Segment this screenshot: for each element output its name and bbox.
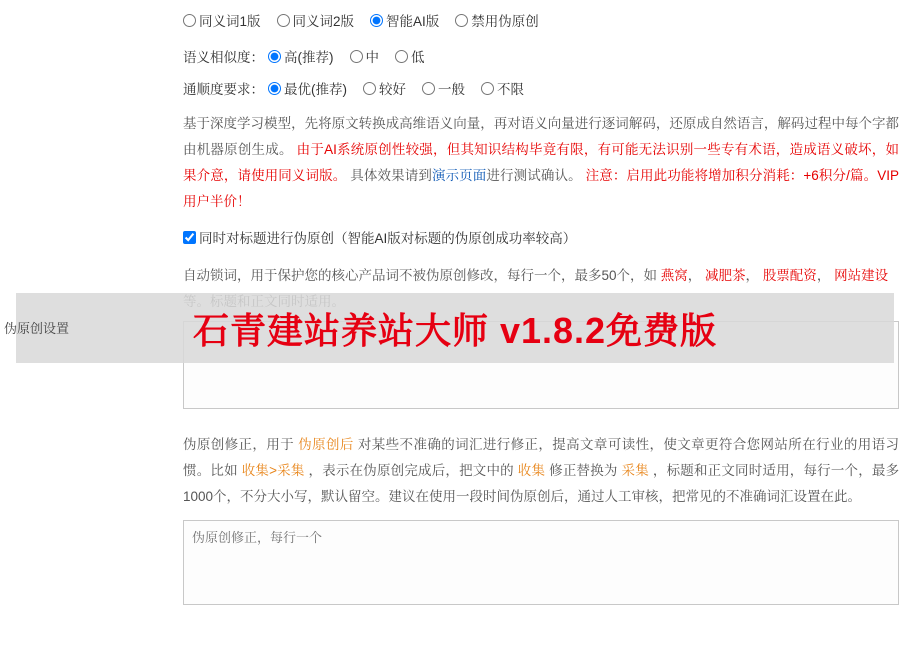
fluency-row <box>183 78 899 98</box>
correction-textarea[interactable] <box>183 520 899 605</box>
mode-radio-group <box>183 0 899 34</box>
fluency-radio-normal[interactable] <box>422 82 435 95</box>
corr-p9: ，标题和正文同时适用，每行一个，最多1000个，不分大小写，默认留空。建议在使用一段时间伪原创后，通过人工审核，把常见的不准确词汇设置在此。 <box>183 463 900 504</box>
similarity-radio-medium[interactable] <box>350 50 363 63</box>
lock-desc-prefix: 自动锁词，用于保护您的核心产品词不被伪原创修改，每行一个，最多50个，如 <box>183 268 658 283</box>
fluency-radio-unlimited[interactable] <box>481 82 494 95</box>
ai-description-text <box>183 111 899 215</box>
title-pseudo-original-row[interactable] <box>183 227 899 247</box>
fluency-label-normal: 一般 <box>438 82 465 97</box>
similarity-radio-group <box>268 46 425 66</box>
lock-keyword-4: 网站建设 <box>834 268 889 283</box>
similarity-row <box>183 46 899 66</box>
similarity-label-medium: 中 <box>365 50 379 65</box>
fluency-label-unlimited: 不限 <box>497 82 524 97</box>
section-side-label: 伪原创设置 <box>4 321 70 336</box>
fluency-label: 通顺度要求： <box>183 82 264 97</box>
fluency-label-good: 较好 <box>379 82 406 97</box>
desc-part3: 具体效果请到 <box>350 168 432 183</box>
mode-radio-synonym1[interactable] <box>183 14 196 27</box>
lock-keyword-2: 减肥茶 <box>705 268 746 283</box>
demo-page-link[interactable]: 演示页面 <box>431 168 487 183</box>
fluency-option-best[interactable] <box>268 78 347 98</box>
similarity-option-medium[interactable] <box>350 46 380 66</box>
corr-p2: 伪原创后 <box>298 437 354 452</box>
similarity-radio-low[interactable] <box>395 50 408 63</box>
similarity-radio-high[interactable] <box>268 50 281 63</box>
similarity-option-low[interactable] <box>395 46 425 66</box>
fluency-radio-group <box>268 78 524 98</box>
mode-option-synonym2[interactable] <box>277 10 355 30</box>
corr-p7: 修正替换为 <box>549 463 618 478</box>
corr-p8: 采集 <box>621 463 649 478</box>
fluency-radio-best[interactable] <box>268 82 281 95</box>
mode-radio-disable[interactable] <box>455 14 468 27</box>
mode-radio-ai[interactable] <box>370 14 383 27</box>
mode-label-disable: 禁用伪原创 <box>471 14 539 29</box>
lock-words-description: 自动锁词，用于保护您的核心产品词不被伪原创修改，每行一个，最多50个，如 燕窝， 减肥茶， 股票配资， 网站建设 <box>183 263 899 315</box>
desc-part4: 进行测试确认。 <box>486 168 582 183</box>
similarity-label-low: 低 <box>411 50 425 65</box>
title-pseudo-original-checkbox[interactable] <box>183 231 196 244</box>
lock-keyword-3: 股票配资 <box>762 268 817 283</box>
mode-option-disable[interactable] <box>455 10 539 30</box>
similarity-label: 语义相似度： <box>183 50 264 65</box>
fluency-label-best: 最优(推荐) <box>284 82 347 97</box>
corr-p1: 伪原创修正，用于 <box>183 437 295 452</box>
desc-part1: 基于深度学习模型，先将原文转换成高维语义向量，再对语义向量进行逐词解码，还原成自然语言，解码过程中每个字都由机器原创生成。 <box>183 116 899 157</box>
mode-label-synonym2: 同义词2版 <box>292 14 355 29</box>
corr-p4: 收集>采集 <box>241 463 305 478</box>
similarity-label-high: 高(推荐) <box>284 50 334 65</box>
desc-part2: 由于AI系统原创性较强，但其知识结构毕竟有限，有可能无法识别一些专有术语，造成语义破坏，如果介意，请使用同义词版。 <box>183 142 899 183</box>
mode-option-ai[interactable] <box>370 10 439 30</box>
fluency-option-unlimited[interactable] <box>481 78 524 98</box>
similarity-option-high[interactable] <box>268 46 334 66</box>
fluency-radio-good[interactable] <box>363 82 376 95</box>
lock-keyword-1: 燕窝 <box>660 268 688 283</box>
mode-option-synonym1[interactable] <box>183 10 261 30</box>
title-pseudo-original-label: 同时对标题进行伪原创（智能AI版对标题的伪原创成功率较高） <box>199 231 577 246</box>
mode-radio-synonym2[interactable] <box>277 14 290 27</box>
correction-description <box>183 432 899 510</box>
fluency-option-normal[interactable] <box>422 78 465 98</box>
corr-p3: 对某些不准确的词汇进行修正，提高文章可读性，使文章更符合您网站所在行业的用语习惯。比如 <box>183 437 899 478</box>
watermark-title: 石青建站养站大师 v1.8.2免费版 <box>192 309 718 351</box>
mode-label-ai: 智能AI版 <box>386 14 440 29</box>
mode-label-synonym1: 同义词1版 <box>199 14 261 29</box>
corr-p6: 收集 <box>517 463 546 478</box>
desc-part5: 注意：启用此功能将增加积分消耗：+6积分/篇。VIP用户半价！ <box>183 168 900 209</box>
corr-p5: ，表示在伪原创完成后，把文中的 <box>308 463 514 478</box>
fluency-option-good[interactable] <box>363 78 406 98</box>
